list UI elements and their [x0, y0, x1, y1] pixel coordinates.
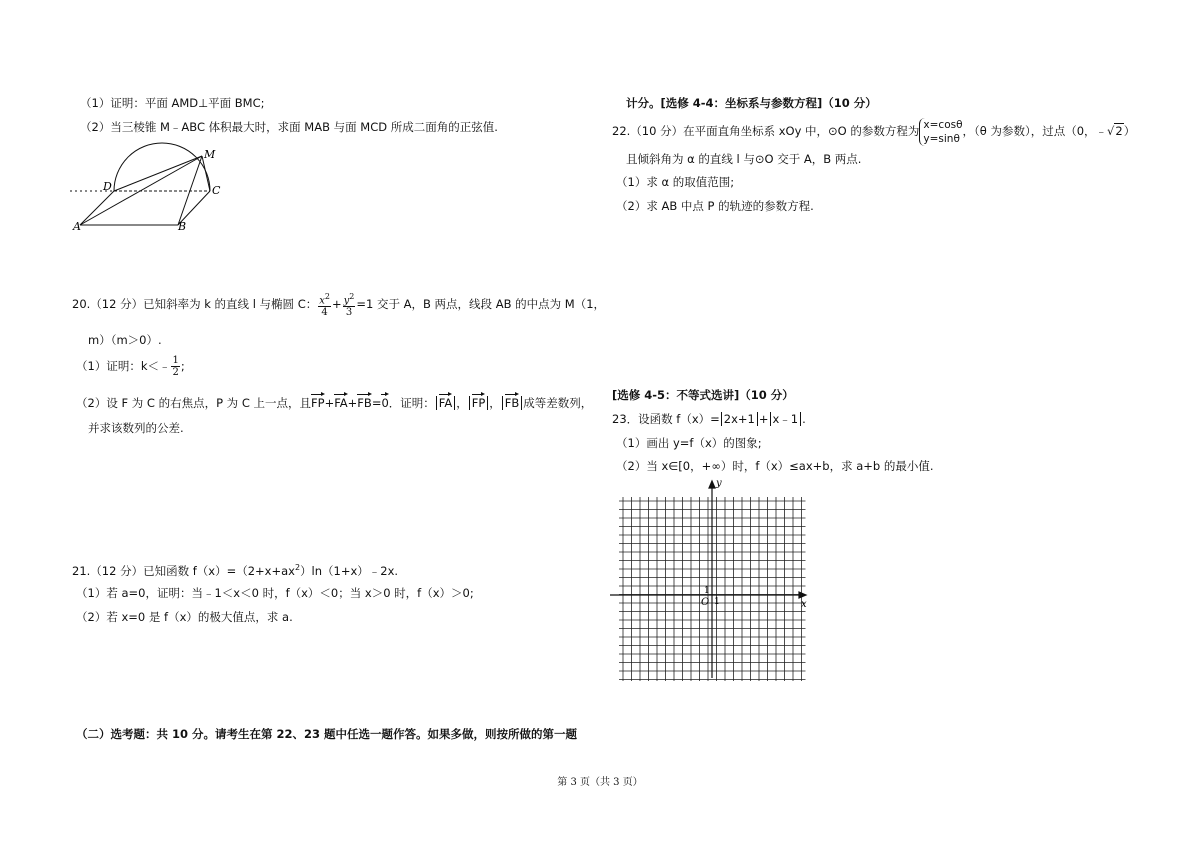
semicolon: ;	[180, 359, 185, 373]
q21-stem-b: ）ln（1+x）﹣2x.	[300, 563, 399, 578]
ellipse-term-y: $\frac{y^2}{3}$	[343, 291, 355, 319]
q19-figure	[70, 138, 230, 238]
param-system: x=cosθ y=sinθ	[919, 118, 962, 146]
vector-FB: FB	[357, 392, 372, 411]
coordinate-grid	[608, 476, 813, 681]
q20-stem-a: 20.（12 分）已知斜率为 k 的直线 l 与椭圆 C：	[72, 297, 318, 311]
abs-2x-plus-1: 2x+1	[721, 412, 758, 426]
abs-FA: FA	[436, 396, 455, 410]
q22-stem-a: 22.（10 分）在平面直角坐标系 xOy 中，⊙O 的参数方程为	[612, 124, 920, 138]
sqrt-sign: √	[1107, 124, 1115, 138]
q23-stem-a: 23．设函数 f（x）=	[612, 412, 720, 426]
q23-stem: 23．设函数 f（x）= 2x+1 + x﹣1 .	[612, 412, 806, 426]
label-M: M	[204, 148, 216, 161]
sqrt-radicand: 2	[1115, 124, 1123, 138]
q22-stem-b: ，（θ 为参数），过点（0，﹣	[962, 124, 1108, 138]
q20-line2: m）（m＞0）.	[88, 333, 162, 347]
abs-FB: FB	[502, 396, 523, 410]
q21-part1: （1）若 a=0，证明：当﹣1＜x＜0 时，f（x）＜0；当 x＞0 时，f（x）＞0;	[76, 586, 474, 600]
q21-part2: （2）若 x=0 是 f（x）的极大值点，求 a.	[76, 610, 293, 624]
page-footer: 第 3 页（共 3 页）	[557, 777, 643, 788]
q21-stem	[72, 560, 398, 579]
q21-stem-a: 21.（12 分）已知函数 f（x）=（2+x+ax	[72, 563, 295, 578]
plus-sign: +	[331, 297, 342, 311]
origin-label: O	[701, 597, 710, 608]
q20-part1-text: （1）证明：k＜﹣	[76, 359, 171, 373]
label-D: D	[103, 180, 112, 193]
q21-exponent: 2	[294, 563, 301, 572]
q19-part2: （2）当三棱锥 M﹣ABC 体积最大时，求面 MAB 与面 MCD 所成二面角的正弦值.	[80, 120, 498, 134]
q20-part2-text: （2）设 F 为 C 的右焦点，P 为 C 上一点，且	[76, 396, 312, 410]
x-axis-label: x	[801, 599, 807, 610]
elective-header: （二）选考题：共 10 分。请考生在第 22、23 题中任选一题作答。如果多做，则按所做的第一题	[76, 727, 578, 741]
y-axis-label: y	[716, 478, 722, 489]
label-B: B	[178, 220, 187, 233]
q19-part1: （1）证明：平面 AMD⊥平面 BMC;	[80, 96, 265, 110]
vector-FA: FA	[334, 392, 347, 411]
abs-x-minus-1: x﹣1	[770, 412, 802, 426]
elective-header-cont: 计分。[选修 4-4：坐标系与参数方程]（10 分）	[626, 96, 877, 110]
q23-header: [选修 4-5：不等式选讲]（10 分）	[612, 388, 794, 402]
label-A: A	[73, 220, 81, 233]
x-unit-label: 1	[714, 597, 720, 607]
label-C: C	[212, 184, 221, 197]
q23-part1: （1）画出 y=f（x）的图象;	[616, 436, 762, 450]
y-unit-label: 1	[704, 586, 710, 596]
q20-line1	[72, 290, 605, 318]
q22-part2: （2）求 AB 中点 P 的轨迹的参数方程.	[616, 199, 814, 213]
q23-part2: （2）当 x∈[0，+∞）时，f（x）≤ax+b，求 a+b 的最小值.	[616, 459, 934, 473]
q22-line1: 22.（10 分）在平面直角坐标系 xOy 中，⊙O 的参数方程为 x=cosθ y=sinθ ，（θ 为参数），过点（0，﹣√2）	[612, 118, 1136, 145]
q22-line2: 且倾斜角为 α 的直线 l 与⊙O 交于 A，B 两点.	[626, 152, 862, 166]
ellipse-term-x: $\frac{x^2}{4}$	[319, 291, 330, 319]
q22-part1: （1）求 α 的取值范围;	[616, 175, 735, 189]
q20-line5: 并求该数列的公差.	[88, 421, 184, 435]
q20-part2-end: 成等差数列，	[523, 396, 593, 410]
q20-part1	[76, 352, 185, 380]
vector-zero: 0	[381, 392, 388, 411]
vector-FP: FP	[311, 392, 325, 411]
fraction-half: $\frac{1}{2}$	[172, 355, 179, 378]
abs-FP: FP	[469, 396, 489, 410]
q20-part2: （2）设 F 为 C 的右焦点，P 为 C 上一点，且FP+FA+FB=0．证明： FA ， FP ， FB 成等差数列，	[76, 392, 592, 411]
q20-stem-b: =1 交于 A，B 两点，线段 AB 的中点为 M（1，	[356, 297, 606, 311]
q20-prove: ．证明：	[388, 396, 435, 410]
